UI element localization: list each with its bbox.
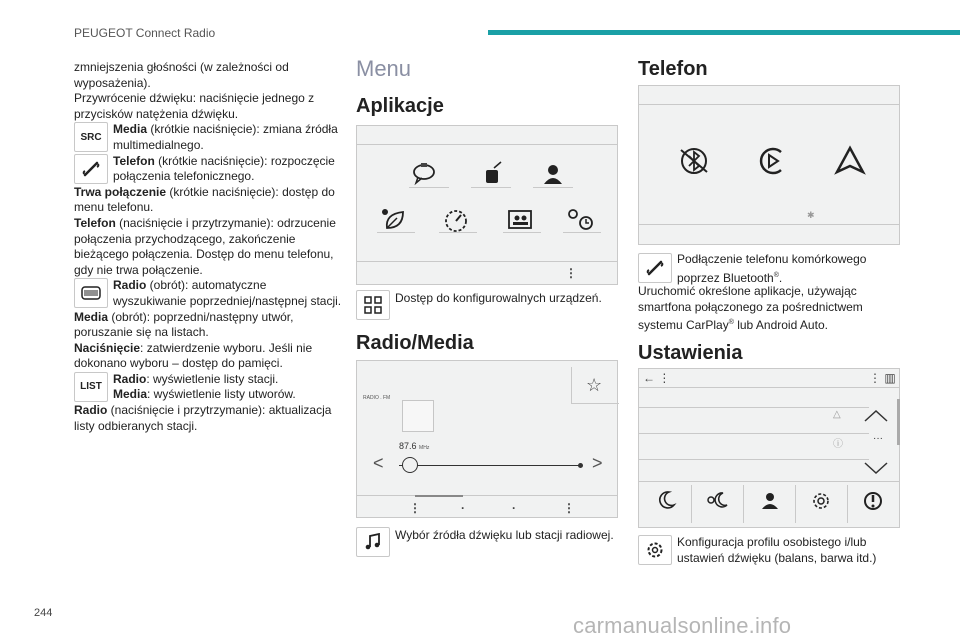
- profile-settings-icon[interactable]: [759, 489, 781, 511]
- radio-screen: RADIO . FM ☆ 87.6 MHz < > ⋮ · · ⋮: [356, 360, 618, 518]
- climate-timer-icon: [565, 206, 597, 234]
- radio-row: Radio (obrót): automatyczne wyszukiwanie poprzedniej/następnej stacji.: [74, 278, 342, 309]
- radio-menu-dots-1[interactable]: ⋮: [409, 501, 421, 515]
- profile-icon: [539, 158, 567, 188]
- bluetooth-icon: [677, 144, 711, 178]
- carplay-icon: [755, 144, 789, 178]
- settings-gear-icon: [638, 535, 672, 565]
- contacts-card-icon: [505, 208, 535, 232]
- phone-caption: Podłączenie telefonu komórkowego poprzez Bluetooth®.: [677, 252, 867, 285]
- header-accent-bar: [488, 30, 960, 35]
- info-icon: ⓘ: [833, 439, 843, 450]
- night-mode-icon[interactable]: [655, 489, 677, 511]
- system-settings-icon[interactable]: [861, 489, 885, 513]
- eco-leaf-icon: [379, 206, 409, 234]
- phone-row: Telefon (krótkie naciśnięcie): rozpoczęcie połączenia telefonicznego.: [74, 154, 342, 185]
- frequency-slider[interactable]: [399, 465, 581, 466]
- radio-band-label: RADIO . FM: [363, 395, 391, 401]
- grid-apps-icon: [356, 290, 390, 320]
- settings-heading: Ustawienia: [638, 342, 743, 364]
- running-header: PEUGEOT Connect Radio: [74, 26, 216, 40]
- radio-media-heading: Radio/Media: [356, 332, 474, 354]
- back-arrow-icon[interactable]: ← ⋮: [643, 371, 671, 385]
- radio-frequency-unit: MHz: [419, 445, 430, 451]
- day-night-icon[interactable]: [703, 489, 731, 511]
- usb-device-icon: [479, 158, 507, 188]
- settings-screen: ← ⋮ ⋮ ▥ △ ⓘ ···: [638, 368, 900, 528]
- frequency-slider-handle[interactable]: [402, 457, 418, 473]
- watermark: carmanualsonline.info: [573, 613, 792, 638]
- station-artwork: [402, 400, 434, 432]
- gauge-icon: [441, 206, 471, 234]
- list-button-icon: LIST: [74, 372, 108, 402]
- radio-menu-dots-2[interactable]: ⋮: [563, 501, 575, 515]
- settings-caption: Konfiguracja profilu osobistego i/lub ustawień dźwięku (balans, barwa itd.): [677, 535, 877, 565]
- settings-top-menu-icon[interactable]: ⋮ ▥: [869, 371, 896, 385]
- scroll-up-button[interactable]: [863, 409, 889, 423]
- android-auto-icon: [833, 144, 867, 178]
- favorite-star-icon: ☆: [586, 375, 603, 395]
- restore-text: Przywrócenie dźwięku: naciśnięcie jednego z przycisków natężenia dźwięku.: [74, 91, 315, 121]
- phone-heading: Telefon: [638, 58, 708, 80]
- music-note-icon: [356, 527, 390, 557]
- apps-screen: ⋮: [356, 125, 618, 285]
- src-row: SRC Media (krótkie naciśnięcie): zmiana źródła multimedialnego.: [74, 122, 342, 153]
- warning-icon: △: [833, 409, 841, 420]
- list-row: LIST Radio: wyświetlenie listy stacji. Media: wyświetlenie listy utworów.: [74, 372, 342, 403]
- rotary-knob-icon: [74, 278, 108, 308]
- phone-screen: [638, 85, 900, 245]
- menu-heading: Menu: [356, 56, 412, 81]
- phone-paragraph: Uruchomić określone aplikacje, używając smartfona połączonego za pośrednictwem systemu CarPlay® lub Android Auto.: [638, 284, 863, 333]
- phone-handset-icon: [74, 154, 108, 184]
- left-column: zmniejszenia głośności (w zależności od wyposażenia). Przywrócenie dźwięku: naciśnięcie jednego z przycisków natężenia dźwięku. SRC Media (krótkie naciśnięcie): zmiana źródła multimedialnego. Telefon (krótkie naciśnięcie): rozpoczęcie połączenia telefonicznego. Trwa połączenie (krótkie naciśnięcie): dostęp do menu telefonu. Telefon (naciśnięcie i przytrzymanie): odrzucenie połączenia przychodzącego, zakończenie bieżącego połączenia. Dostęp do menu telefonu, gdy nie trwa połączenie. Radio (obrót): automatyczne wyszukiwanie poprzedniej/następnej stacji. Media (obrót): poprzedni/następny utwór, poruszanie się na listach. Naciśnięcie: zatwierdzenie wyboru. Jeśli nie dokonano wyboru – dostęp do pamięci. LIST Radio: wyświetlenie listy stacji. Media: wyświetlenie listy utworów. Radio (naciśnięcie i przytrzymanie): aktualizacja listy odbieranych stacji.: [74, 60, 342, 433]
- apps-heading: Aplikacje: [356, 95, 444, 117]
- previous-station-button[interactable]: <: [373, 453, 384, 473]
- message-icon: [409, 158, 439, 188]
- bluetooth-status-icon: ✱: [807, 210, 815, 220]
- intro-text: zmniejszenia głośności (w zależności od wyposażenia).: [74, 60, 289, 90]
- page-number: 244: [34, 607, 53, 619]
- next-station-button[interactable]: >: [592, 453, 603, 473]
- radio-caption: Wybór źródła dźwięku lub stacji radiowej.: [395, 528, 614, 542]
- scroll-down-button[interactable]: [863, 461, 889, 475]
- phone-handset-icon: [638, 253, 672, 283]
- radio-frequency: 87.6: [399, 441, 417, 451]
- src-button-icon: SRC: [74, 122, 108, 152]
- audio-settings-icon[interactable]: [809, 489, 833, 513]
- apps-caption: Dostęp do konfigurowalnych urządzeń.: [395, 291, 602, 305]
